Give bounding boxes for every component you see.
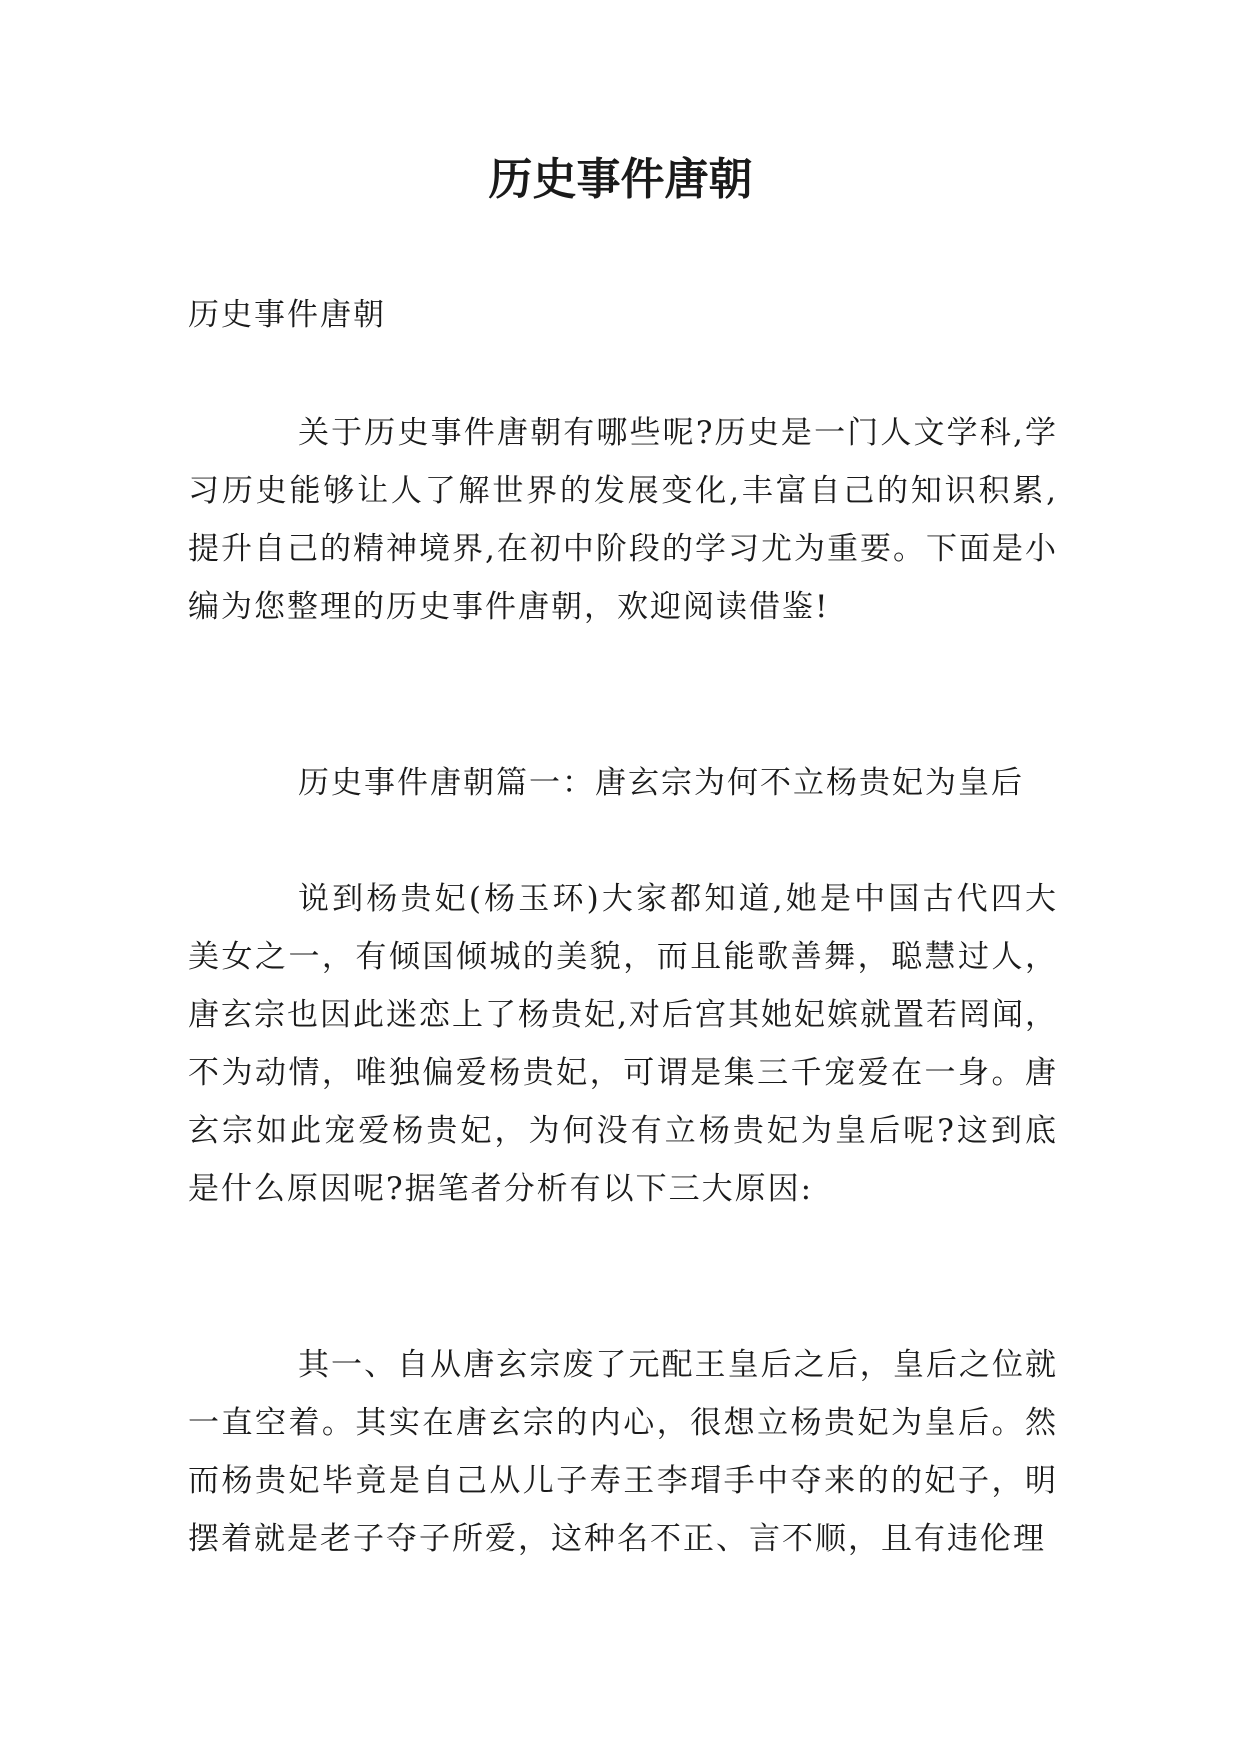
intro-paragraph: 关于历史事件唐朝有哪些呢?历史是一门人文学科,学习历史能够让人了解世界的发展变化,丰富自己的知识积累,提升自己的精神境界,在初中阶段的学习尤为重要。下面是小编为您整理的历史事件唐朝，欢迎阅读借鉴! <box>188 415 1058 625</box>
document-body <box>188 286 1058 1568</box>
spacer <box>188 344 1058 404</box>
document-subtitle: 历史事件唐朝 <box>188 297 386 333</box>
body-paragraph-1: 说到杨贵妃(杨玉环)大家都知道,她是中国古代四大美女之一，有倾国倾城的美貌，而且能歌善舞，聪慧过人，唐玄宗也因此迷恋上了杨贵妃,对后宫其她妃嫔就置若罔闻，不为动情，唯独偏爱杨贵妃，可谓是集三千宠爱在一身。唐玄宗如此宠爱杨贵妃，为何没有立杨贵妃为皇后呢?这到底是什么原因呢?据笔者分析有以下三大原因: <box>188 881 1058 1207</box>
spacer <box>188 812 1058 870</box>
spacer <box>188 636 1058 754</box>
spacer <box>188 1218 1058 1336</box>
document-title: 历史事件唐朝 <box>488 154 753 205</box>
body-paragraph-2: 其一、自从唐玄宗废了元配王皇后之后，皇后之位就一直空着。其实在唐玄宗的内心，很想立杨贵妃为皇后。然而杨贵妃毕竟是自己从儿子寿王李瑁手中夺来的的妃子，明摆着就是老子夺子所爱，这种名不正、言不顺，且有违伦理 <box>188 1347 1058 1557</box>
section-heading: 历史事件唐朝篇一：唐玄宗为何不立杨贵妃为皇后 <box>298 765 1024 801</box>
